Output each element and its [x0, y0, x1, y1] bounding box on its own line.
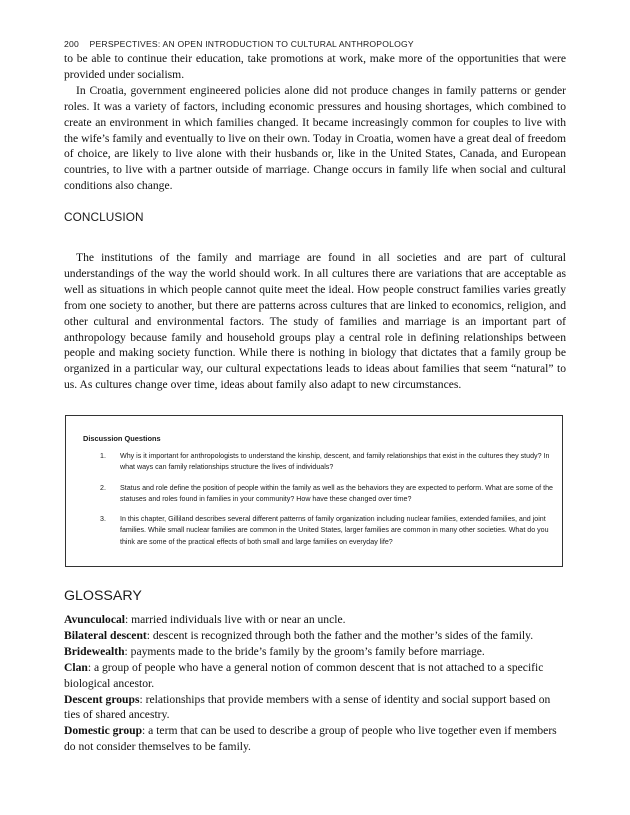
discussion-list — [84, 451, 554, 557]
question-text: Why is it important for anthropologists to understand the kinship, descent, and family relationships that exist in the cultures they study? In what ways can family relationships structure the lives of individuals? — [120, 452, 550, 472]
question-number: 1. — [100, 452, 106, 460]
glossary-definition: : married individuals live with or near an uncle. — [124, 613, 346, 626]
glossary-term: Bridewealth — [64, 644, 125, 658]
discussion-question — [84, 451, 554, 474]
glossary-definition: : payments made to the bride’s family by the groom’s family before marriage. — [124, 644, 485, 658]
glossary-definition: : a term that can be used to describe a group of people who live together even if members do not consider themselves to be family. — [64, 724, 557, 754]
page-number: 200 — [64, 39, 79, 49]
glossary-entry — [64, 644, 566, 660]
glossary-term: Bilateral descent — [64, 628, 147, 642]
glossary-definition: : a group of people who have a general notion of common descent that is not attached to a specific biological ancestor. — [64, 660, 544, 690]
question-text: In this chapter, Gilliland describes several different patterns of family organization including nuclear families, extended families, and joint families. While small nuclear families are common in the United States, larger families are common in many other societies. What do you think are some of the practical effects of both small and large families on everyday life? — [120, 515, 549, 546]
glossary-definition: : relationships that provide members with a sense of identity and social support based on ties of shared ancestry. — [64, 692, 551, 722]
discussion-question — [84, 483, 554, 506]
running-header — [64, 39, 414, 49]
question-number: 2. — [100, 483, 106, 492]
glossary-definition: : descent is recognized through both the father and the mother’s sides of the family. — [146, 628, 534, 642]
glossary-entry — [64, 612, 566, 628]
glossary-term: Avunculocal — [64, 613, 125, 626]
intro-paragraph-1: to be able to continue their education, take promotions at work, make more of the opportunities that were provided under socialism. — [64, 52, 566, 81]
glossary-term: Descent groups — [64, 692, 140, 706]
question-number: 3. — [100, 515, 106, 524]
discussion-question — [84, 514, 554, 548]
conclusion-heading: CONCLUSION — [64, 210, 144, 224]
glossary-list — [64, 612, 566, 755]
glossary-term: Clan — [64, 660, 88, 674]
discussion-questions-box — [65, 415, 563, 567]
conclusion-text — [64, 250, 566, 393]
glossary-entry — [64, 692, 566, 724]
discussion-title: Discussion Questions — [83, 434, 161, 443]
intro-text — [64, 51, 566, 194]
running-title: PERSPECTIVES: AN OPEN INTRODUCTION TO CULTURAL ANTHROPOLOGY — [89, 39, 414, 49]
intro-paragraph-2: In Croatia, government engineered policies alone did not produce changes in family patterns or gender roles. It was a variety of factors, including economic pressures and housing shortages, which combined to create an environment in which families changed. It became increasingly common for couples to live with the wife’s family and eventually to live on their own. Today in Croatia, women have a great deal of freedom of choice, are likely to live alone with their husbands or, like in the United States, Canada, and European countries, to live with a partner outside of marriage. Change occurs in family life when social and cultural conditions also change. — [64, 83, 566, 193]
glossary-entry — [64, 660, 566, 692]
glossary-heading: GLOSSARY — [64, 588, 142, 604]
question-text: Status and role define the position of people within the family as well as the behaviors they are expected to perform. What are some of the statuses and roles found in families in your community? How have these changed over time? — [120, 483, 553, 503]
glossary-entry — [64, 723, 566, 755]
glossary-term: Domestic group — [64, 724, 143, 738]
glossary-entry — [64, 628, 566, 644]
conclusion-paragraph: The institutions of the family and marriage are found in all societies and are part of cultural understandings of the way the world should work. In all cultures there are variations that are acceptable as well as situations in which people cannot quite meet the ideal. How people construct families varies greatly from one society to another, but there are patterns across cultures that are linked to economics, religion, and other cultural and environmental factors. The study of families and marriage is an important part of anthropology because family and household groups play a central role in defining relationships between people and making society function. While there is nothing in biology that dictates that a family group be organized in a particular way, our cultural expectations leads to ideas about families that seem “natural” to us. As cultures change over time, ideas about family also adapt to new circumstances. — [64, 251, 566, 392]
